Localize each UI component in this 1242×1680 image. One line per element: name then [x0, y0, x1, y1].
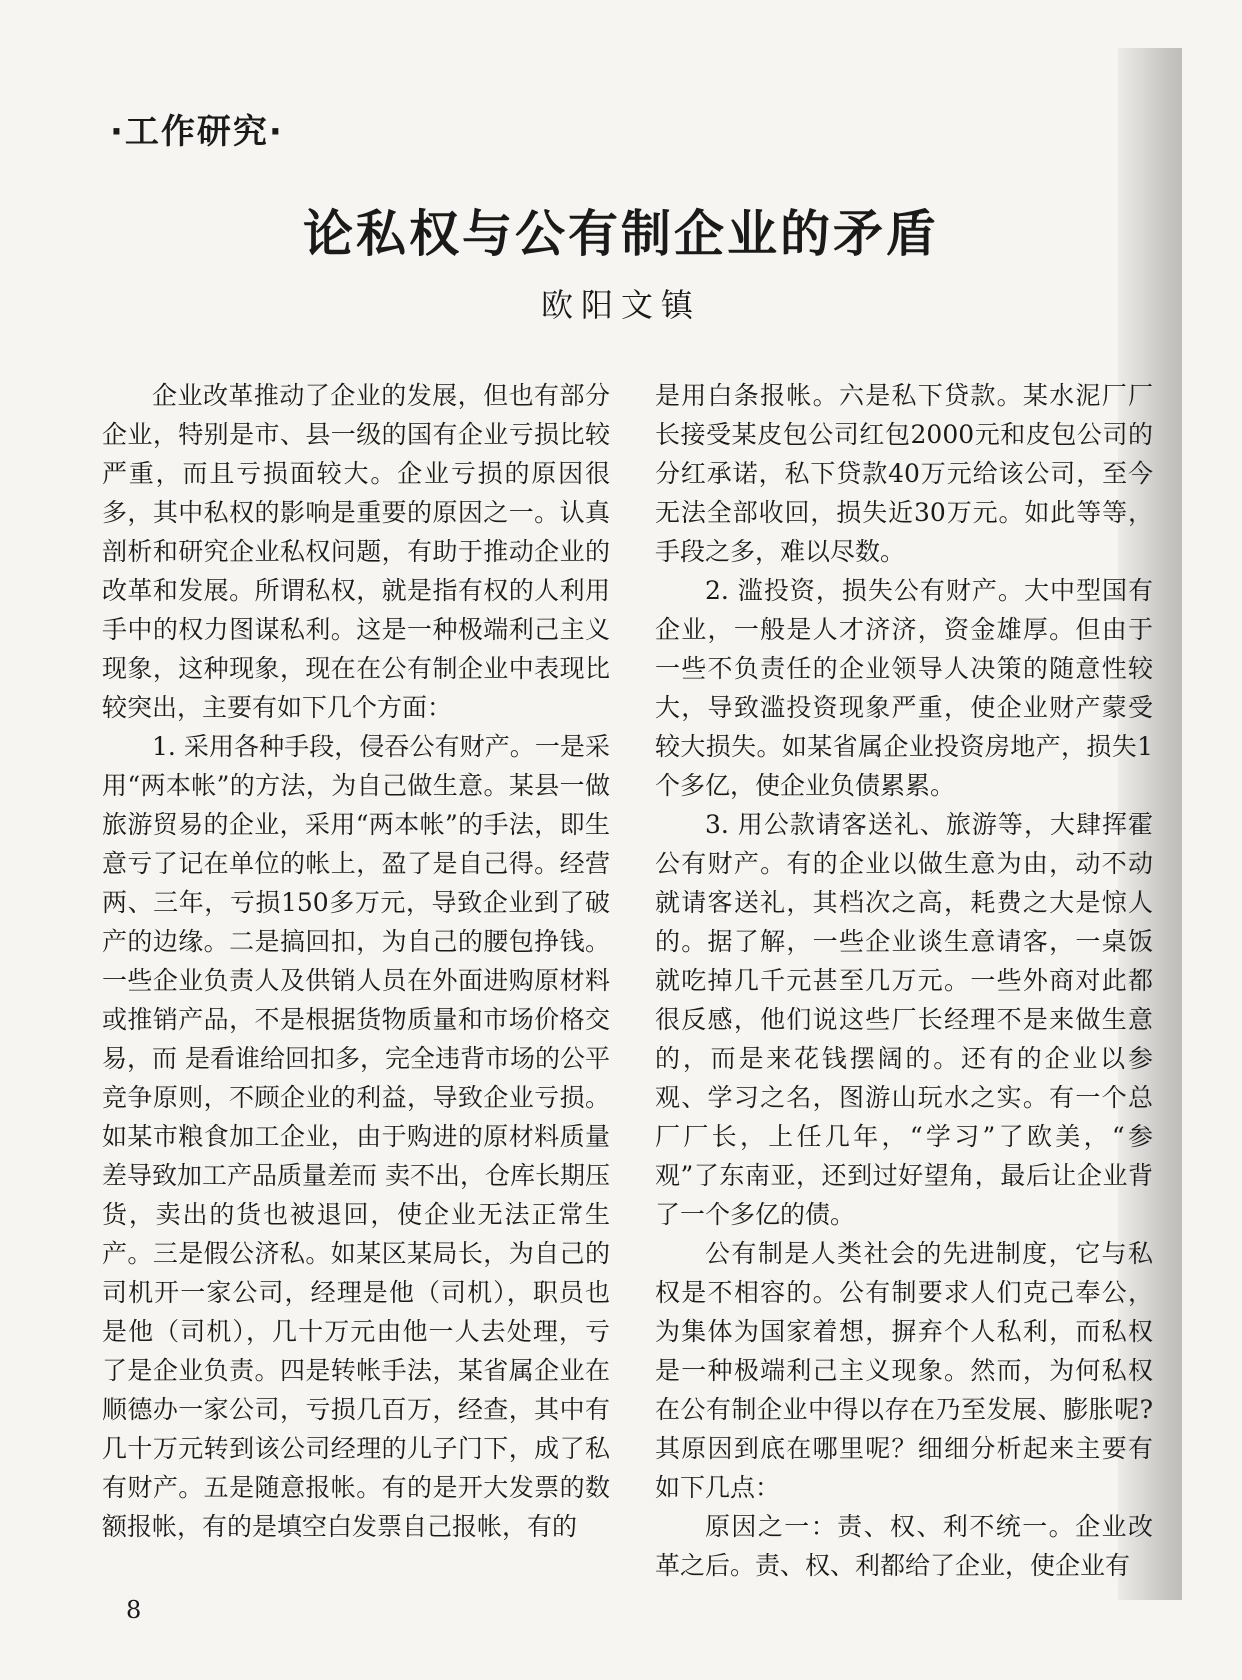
column-label: ·工作研究· [110, 112, 284, 152]
paragraph-continuation: 是用白条报帐。六是私下贷款。某水泥厂厂长接受某皮包公司红包2000元和皮包公司的分红承诺，私下贷款40万元给该公司，至今无法全部收回，损失近30万元。如此等等，手段之多，难以尽数。 [655, 381, 1153, 566]
paragraph-analysis: 公有制是人类社会的先进制度，它与私权是不相容的。公有制要求人们克己奉公，为集体为国家着想，摒弃个人私利，而私权是一种极端利己主义现象。然而，为何私权在公有制企业中得以存在乃至发展、膨胀呢?其原因到底在哪里呢？细细分析起来主要有如下几点： [655, 1239, 1153, 1502]
left-column [102, 376, 610, 1546]
article-author: 欧阳文镇 [540, 286, 701, 324]
paragraph-intro: 企业改革推动了企业的发展，但也有部分企业，特别是市、县一级的国有企业亏损比较严重，而且亏损面较大。企业亏损的原因很多，其中私权的影响是重要的原因之一。认真剖析和研究企业私权问题，有助于推动企业的改革和发展。所谓私权，就是指有权的人利用手中的权力图谋私利。这是一种极端利己主义现象，这种现象，现在在公有制企业中表现比较突出，主要有如下几个方面： [102, 381, 610, 722]
article-title: 论私权与公有制企业的矛盾 [303, 205, 939, 263]
paragraph-point-1: 1. 采用各种手段，侵吞公有财产。一是采用“两本帐”的方法，为自己做生意。某县一做旅游贸易的企业，采用“两本帐”的手法，即生意亏了记在单位的帐上，盈了是自己得。经营两、三年，亏损150多万元，导致企业到了破产的边缘。二是搞回扣，为自己的腰包挣钱。一些企业负责人及供销人员在外面进购原材料或推销产品，不是根据货物质量和市场价格交易，而 是看谁给回扣多，完全违背市场的公平竞争原则，不顾企业的利益，导致企业亏损。如某市粮食加工企业，由于购进的原材料质量差导致加工产品质量差而 卖不出，仓库长期压货，卖出的货也被退回，使企业无法正常生产。三是假公济私。如某区某局长，为自己的司机开一家公司，经理是他（司机），职员也是他（司机），几十万元由他一人去处理，亏了是企业负责。四是转帐手法，某省属企业在顺德办一家公司，亏损几百万，经查，其中有几十万元转到该公司经理的儿子门下，成了私有财产。五是随意报帐。有的是开大发票的数额报帐，有的是填空白发票自己报帐，有的 [102, 732, 610, 1541]
right-column [655, 376, 1153, 1585]
page-number: 8 [126, 1596, 142, 1624]
paragraph-reason-1: 原因之一：责、权、利不统一。企业改革之后。责、权、利都给了企业，使企业有 [655, 1512, 1153, 1580]
paragraph-point-3: 3. 用公款请客送礼、旅游等，大肆挥霍公有财产。有的企业以做生意为由，动不动就请客送礼，其档次之高，耗费之大是惊人的。据了解，一些企业谈生意请客，一桌饭就吃掉几千元甚至几万元。一些外商对此都很反感，他们说这些厂长经理不是来做生意的，而是来花钱摆阔的。还有的企业以参观、学习之名，图游山玩水之实。有一个总厂厂长，上任几年，“学习”了欧美，“参观”了东南亚，还到过好望角，最后让企业背了一个多亿的债。 [655, 810, 1153, 1229]
paragraph-point-2: 2. 滥投资，损失公有财产。大中型国有企业，一般是人才济济，资金雄厚。但由于一些不负责任的企业领导人决策的随意性较大，导致滥投资现象严重，使企业财产蒙受较大损失。如某省属企业投资房地产，损失1个多亿，使企业负债累累。 [655, 576, 1153, 800]
